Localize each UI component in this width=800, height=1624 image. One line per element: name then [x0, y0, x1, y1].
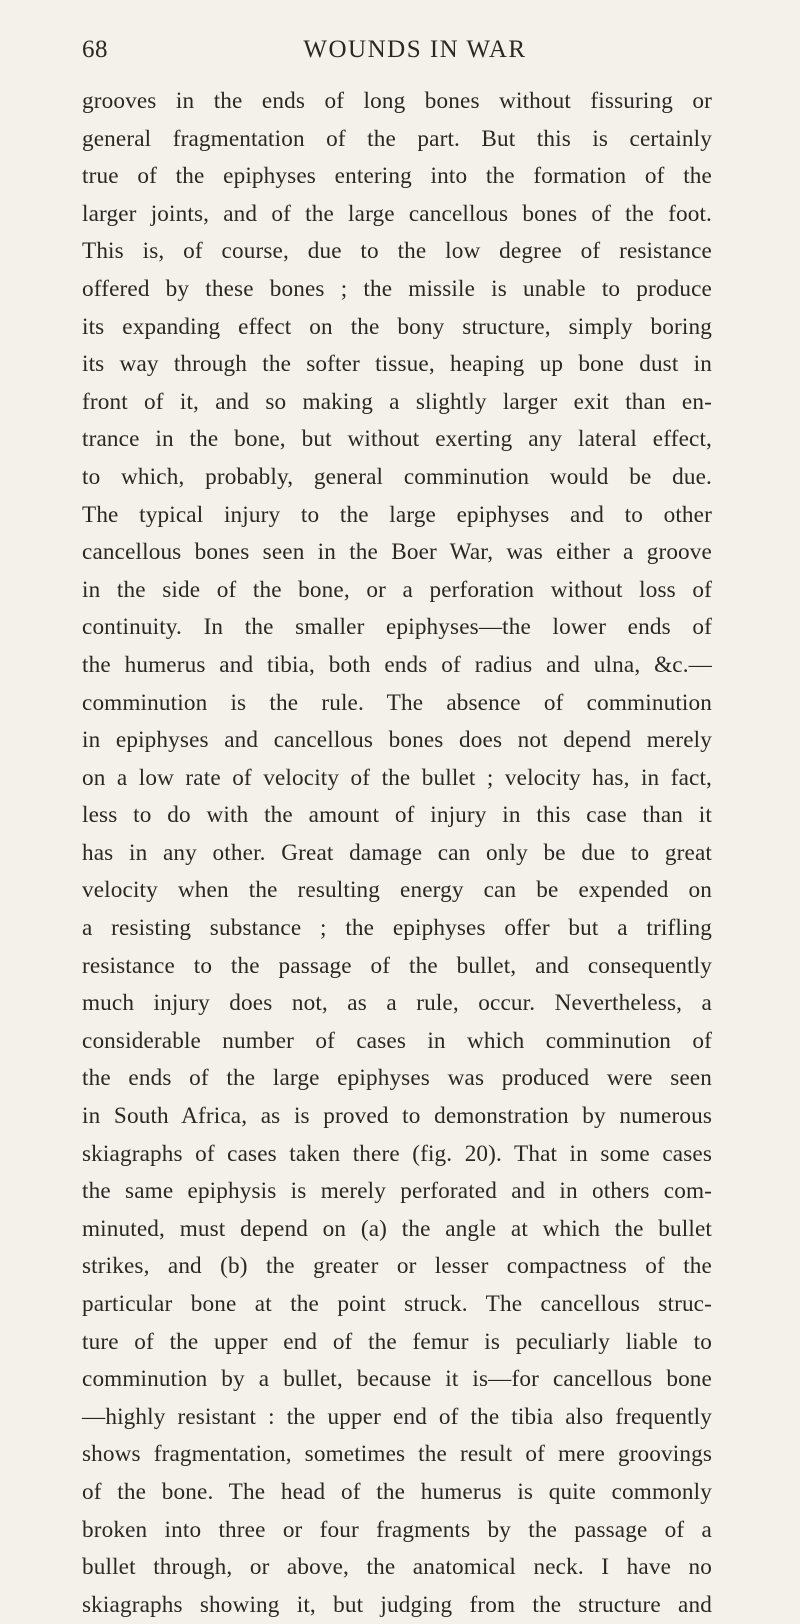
- body-text: [82, 83, 712, 1624]
- text-line: bullet through, or above, the anatomical neck. I have no: [82, 1554, 712, 1581]
- text-line: to which, probably, general comminution would be due.: [82, 463, 712, 490]
- text-line: considerable number of cases in which comminution of: [82, 1027, 712, 1054]
- text-line: the humerus and tibia, both ends of radius and ulna, &c.—: [82, 651, 712, 678]
- text-line: of the bone. The head of the humerus is quite commonly: [82, 1478, 712, 1505]
- text-line: front of it, and so making a slightly larger exit than en-: [82, 388, 712, 415]
- text-line: a resisting substance ; the epiphyses offer but a trifling: [82, 915, 712, 942]
- text-line: resistance to the passage of the bullet, and consequently: [82, 952, 712, 979]
- text-line: grooves in the ends of long bones without fissuring or: [82, 88, 712, 114]
- text-line: The typical injury to the large epiphyses and to other: [82, 501, 712, 528]
- text-line: in the side of the bone, or a perforation without loss of: [82, 576, 712, 603]
- text-line: strikes, and (b) the greater or lesser compactness of the: [82, 1253, 712, 1280]
- text-line: ture of the upper end of the femur is peculiarly liable to: [82, 1328, 712, 1355]
- page-number: 68: [82, 36, 108, 63]
- text-line: its expanding effect on the bony structure, simply boring: [82, 313, 712, 340]
- text-line: general fragmentation of the part. But this is certainly: [82, 125, 712, 152]
- text-line: continuity. In the smaller epiphyses—the lower ends of: [82, 614, 712, 641]
- text-line: This is, of course, due to the low degree of resistance: [82, 238, 712, 265]
- text-line: larger joints, and of the large cancellous bones of the foot.: [82, 200, 712, 227]
- running-title: WOUNDS IN WAR: [303, 36, 527, 63]
- text-line: skiagraphs of cases taken there (fig. 20). That in some cases: [82, 1140, 712, 1167]
- text-line: on a low rate of velocity of the bullet ; velocity has, in fact,: [82, 764, 712, 791]
- text-line: in South Africa, as is proved to demonstration by numerous: [82, 1103, 712, 1130]
- text-line: particular bone at the point struck. The cancellous struc-: [82, 1291, 712, 1317]
- text-line: the ends of the large epiphyses was produced were seen: [82, 1065, 712, 1092]
- text-line: skiagraphs showing it, but judging from the structure and: [82, 1591, 712, 1618]
- text-line: comminution by a bullet, because it is—for cancellous bone: [82, 1366, 712, 1393]
- text-line: minuted, must depend on (a) the angle at which the bullet: [82, 1215, 712, 1242]
- text-line: velocity when the resulting energy can be expended on: [82, 877, 712, 904]
- text-line: trance in the bone, but without exerting any lateral effect,: [82, 426, 712, 453]
- text-line: much injury does not, as a rule, occur. Nevertheless, a: [82, 990, 712, 1017]
- text-line: in epiphyses and cancellous bones does not depend merely: [82, 727, 712, 754]
- text-line: cancellous bones seen in the Boer War, was either a groove: [82, 539, 712, 566]
- text-line: broken into three or four fragments by the passage of a: [82, 1516, 712, 1543]
- text-line: true of the epiphyses entering into the formation of the: [82, 163, 712, 190]
- text-line: offered by these bones ; the missile is unable to produce: [82, 275, 712, 302]
- text-line: has in any other. Great damage can only be due to great: [82, 839, 712, 866]
- text-line: comminution is the rule. The absence of comminution: [82, 689, 712, 716]
- text-line: less to do with the amount of injury in this case than it: [82, 802, 712, 829]
- text-line: its way through the softer tissue, heaping up bone dust in: [82, 351, 712, 378]
- text-line: —highly resistant : the upper end of the tibia also frequently: [82, 1403, 712, 1430]
- text-line: the same epiphysis is merely perforated and in others com-: [82, 1178, 712, 1205]
- text-line: shows fragmentation, sometimes the result of mere groovings: [82, 1441, 712, 1468]
- running-head: [82, 36, 708, 70]
